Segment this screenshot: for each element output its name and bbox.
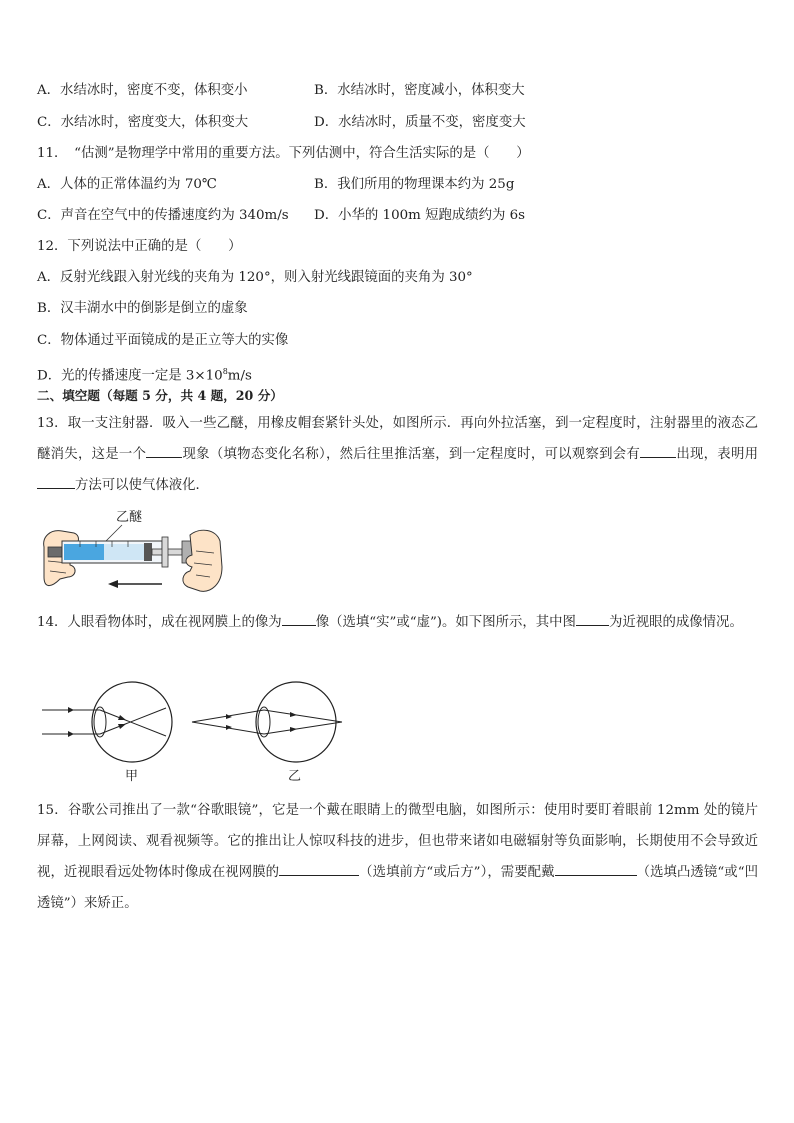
- eye-label-a: 甲: [125, 769, 139, 784]
- eye-diagrams: [40, 680, 350, 786]
- q15-text: [37, 795, 758, 919]
- syringe-illustration: [40, 507, 226, 601]
- q13-blank-3[interactable]: [37, 474, 75, 489]
- q12-option-d-unit: m/s: [227, 368, 252, 384]
- q10-option-a: A．水结冰时，密度不变，体积变小: [37, 83, 248, 98]
- q13-part-3: 出现，表明用: [676, 447, 759, 462]
- eye-diagram-b: [192, 682, 342, 784]
- q13-part-2: 现象（填物态变化名称），然后往里推活塞，到一定程度时，可以观察到会有: [182, 447, 641, 462]
- q15-part-2: （选填前方“或后方”），需要配戴: [359, 865, 555, 880]
- q13-blank-1[interactable]: [146, 443, 182, 458]
- syringe-label-ether: 乙醚: [116, 510, 143, 525]
- section-heading-fill-blank: 二、填空题（每题 5 分，共 4 题，20 分）: [37, 388, 283, 403]
- q13-part-1: 13．取一支注射器．吸入一些乙醚，用橡皮帽套紧针头处，如图所示．再向外拉活塞，到一定程度时，注射器里的液态乙醚消失，这是一个: [37, 416, 758, 462]
- q12-option-a: A．反射光线跟入射光线的夹角为 120°，则入射光线跟镜面的夹角为 30°: [37, 270, 473, 285]
- q12-option-c: C．物体通过平面镜成的是正立等大的实像: [37, 333, 289, 348]
- q11-option-d: D．小华的 100m 短跑成绩约为 6s: [314, 208, 526, 223]
- q11-option-b: B．我们所用的物理课本约为 25g: [314, 177, 515, 192]
- eye-diagram-a: [42, 682, 172, 784]
- q15-part-1: 15．谷歌公司推出了一款“谷歌眼镜”，它是一个戴在眼睛上的微型电脑，如图所示：使用时要盯着眼前 12mm 处的镜片屏幕，上网阅读、观看视频等。它的推出让人惊叹科技的进步，但也带来诸如电磁辐射等负面影响，长期使用不会导致近视，近视眼看远处物体时像成在视网膜的: [37, 803, 758, 880]
- q14-part-2: 像（选填“实”或“虚”)。如下图所示，其中图: [315, 615, 576, 630]
- q14-blank-2[interactable]: [576, 611, 609, 626]
- q14-part-1: 14．人眼看物体时，成在视网膜上的像为: [37, 615, 282, 630]
- q11-option-c: C．声音在空气中的传播速度约为 340m/s: [37, 208, 289, 223]
- q12-stem: 12．下列说法中正确的是（ ）: [37, 239, 242, 254]
- q13-text: [37, 408, 758, 501]
- q13-blank-2[interactable]: [640, 443, 676, 458]
- q11-option-a: A．人体的正常体温约为 70℃: [37, 177, 217, 192]
- q12-option-b: B．汉丰湖水中的倒影是倒立的虚象: [37, 301, 248, 316]
- eye-label-b: 乙: [288, 769, 302, 784]
- q14-part-3: 为近视眼的成像情况。: [608, 615, 743, 630]
- q10-option-b: B．水结冰时，密度减小，体积变大: [314, 83, 525, 98]
- q15-blank-1[interactable]: [279, 861, 359, 876]
- q15-blank-2[interactable]: [555, 861, 637, 876]
- q12-option-d-text: D．光的传播速度一定是 3×10: [37, 368, 223, 384]
- q12-option-d: [37, 362, 758, 386]
- syringe-figure: [40, 507, 226, 601]
- q13-part-4: 方法可以使气体液化．: [75, 478, 209, 493]
- eye-diagram-illustration: [40, 680, 350, 786]
- q11-stem: 11． “估测”是物理学中常用的重要方法。下列估测中，符合生活实际的是（ ）: [37, 146, 530, 161]
- q10-option-d: D．水结冰时，质量不变，密度变大: [314, 115, 526, 130]
- q14-text: [37, 607, 758, 638]
- q12-option-d-exponent: 8: [222, 367, 228, 376]
- q10-option-c: C．水结冰时，密度变大，体积变大: [37, 115, 249, 130]
- q15-part-3: （选填凸透镜“或“凹透镜”）来矫正。: [37, 865, 758, 911]
- q14-blank-1[interactable]: [282, 611, 316, 626]
